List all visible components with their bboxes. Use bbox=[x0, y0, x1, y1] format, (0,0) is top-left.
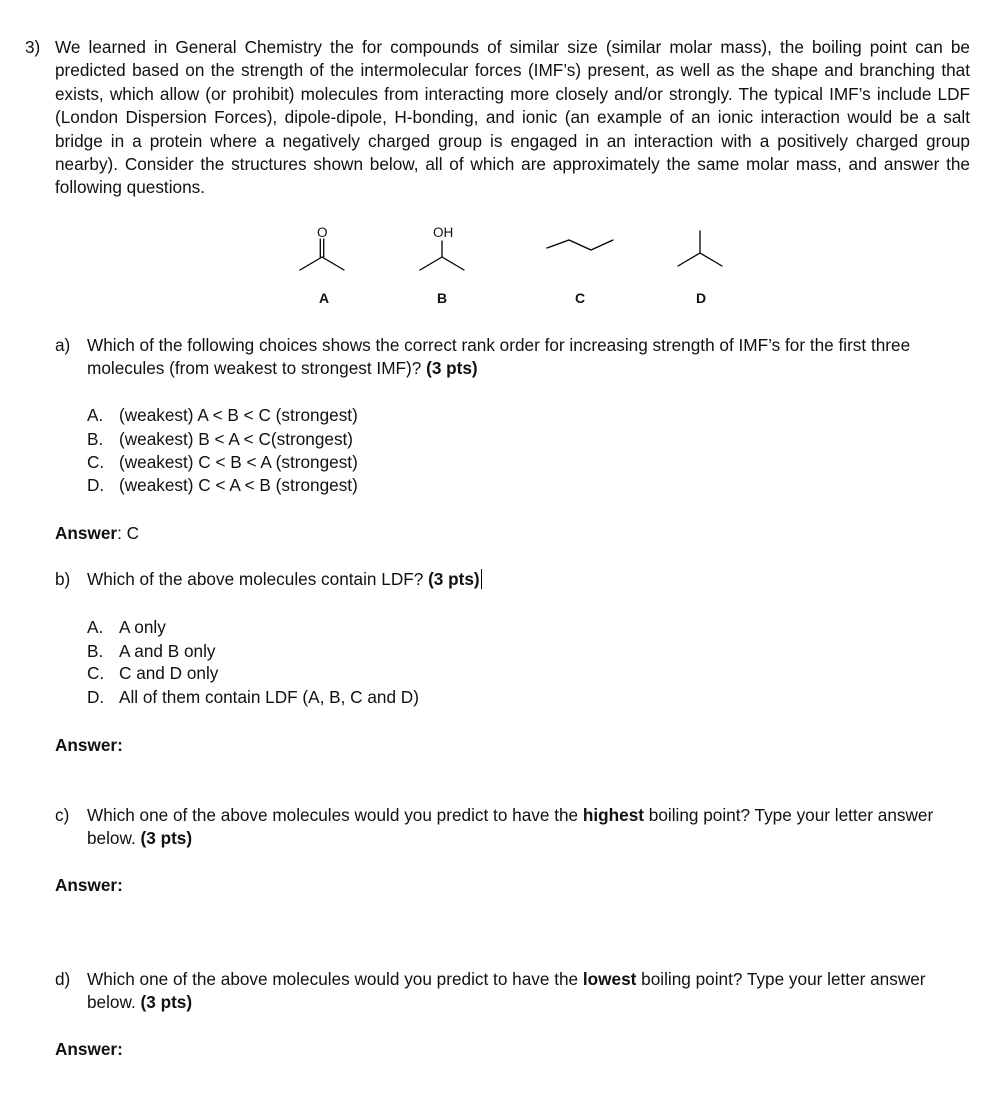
part-a-question bbox=[87, 334, 972, 381]
part-d-text-before: Which one of the above molecules would you predict to have the bbox=[87, 969, 583, 989]
part-b-option-letter: B. bbox=[87, 641, 104, 661]
part-c-answer[interactable]: Answer: bbox=[55, 875, 123, 895]
part-b-option-letter: C. bbox=[87, 663, 105, 683]
molecule-a-oxygen-label: O bbox=[317, 225, 328, 240]
part-a-option-text: (weakest) C < B < A (strongest) bbox=[119, 452, 358, 472]
part-a-option-letter: D. bbox=[87, 475, 105, 495]
question-number: 3) bbox=[25, 37, 41, 57]
molecule-a-structure bbox=[300, 239, 344, 270]
answer-value: : C bbox=[117, 523, 140, 543]
answer-label: Answer bbox=[55, 523, 118, 543]
part-a-option-letter: A. bbox=[87, 405, 104, 425]
part-b-option-text: A and B only bbox=[119, 641, 216, 661]
part-a-option-text: (weakest) A < B < C (strongest) bbox=[119, 405, 358, 425]
part-c-text-before: Which one of the above molecules would you predict to have the bbox=[87, 805, 583, 825]
skeletal-structures-drawing bbox=[280, 222, 740, 312]
molecule-d-label: D bbox=[695, 290, 707, 306]
molecule-a-label: A bbox=[318, 290, 330, 306]
part-d-points: (3 pts) bbox=[140, 992, 193, 1013]
molecule-d-structure bbox=[678, 231, 722, 266]
part-b-option-text: A only bbox=[119, 617, 166, 637]
part-c-emphasis: highest bbox=[582, 805, 644, 825]
part-b-option-text: C and D only bbox=[119, 663, 219, 683]
part-a-option-letter: B. bbox=[87, 429, 104, 449]
part-a-label: a) bbox=[55, 335, 71, 355]
part-a-option-text: (weakest) C < A < B (strongest) bbox=[119, 475, 358, 495]
part-a-points: (3 pts) bbox=[426, 358, 478, 379]
part-c-question bbox=[87, 804, 972, 851]
text-cursor bbox=[481, 569, 483, 589]
part-b-option-letter: D. bbox=[87, 687, 105, 707]
part-b-question bbox=[87, 568, 972, 591]
part-a-answer[interactable] bbox=[55, 522, 139, 545]
molecule-b-hydroxyl-label: OH bbox=[433, 225, 454, 240]
part-b-option-letter: A. bbox=[87, 617, 104, 637]
part-b-answer[interactable]: Answer: bbox=[55, 735, 123, 755]
part-c-label: c) bbox=[55, 805, 70, 825]
molecule-b-structure bbox=[420, 241, 464, 270]
part-a-option-text: (weakest) B < A < C(strongest) bbox=[119, 429, 354, 449]
part-d-question bbox=[87, 968, 972, 1015]
part-d-emphasis: lowest bbox=[582, 969, 637, 989]
part-c-points: (3 pts) bbox=[140, 828, 193, 849]
part-b-option-text: All of them contain LDF (A, B, C and D) bbox=[119, 687, 419, 707]
molecule-b-label: B bbox=[436, 290, 448, 306]
question-intro: We learned in General Chemistry the for compounds of similar size (similar molar mass), the boiling point can be predicted based on the strength of the intermolecular forces (IMF’s) present, as well as the shape and branching that exists, which allow (or prohibit) molecules from interacting more closely and/or strongly. The typical IMF’s include LDF (London Dispersion Forces), dipole-dipole, H-bonding, and ionic (an example of an ionic interaction would be a salt bridge in a protein where a negatively charged group is engaged in an interaction with a positively charged group nearby). Consider the structures shown below, all of which are approximately the same molar mass, and answer the following questions. bbox=[55, 37, 970, 198]
part-b-points: (3 pts) bbox=[428, 569, 480, 589]
part-a-text: Which of the following choices shows the correct rank order for increasing strength of IMF’s for the first three molecules (from weakest to strongest IMF)? bbox=[87, 335, 911, 379]
part-a-option-letter: C. bbox=[87, 452, 105, 472]
part-d-text-after: boiling point? Type your letter answer below. bbox=[87, 969, 926, 1013]
part-b-text: Which of the above molecules contain LDF? bbox=[87, 569, 424, 589]
molecule-c-label: C bbox=[574, 290, 586, 306]
part-d-label: d) bbox=[55, 969, 71, 989]
molecule-structures bbox=[280, 222, 740, 312]
part-d-answer[interactable]: Answer: bbox=[55, 1039, 123, 1059]
part-b-label: b) bbox=[55, 569, 71, 589]
molecule-c-structure bbox=[547, 240, 613, 250]
part-c-text-after: boiling point? Type your letter answer below. bbox=[87, 805, 934, 849]
